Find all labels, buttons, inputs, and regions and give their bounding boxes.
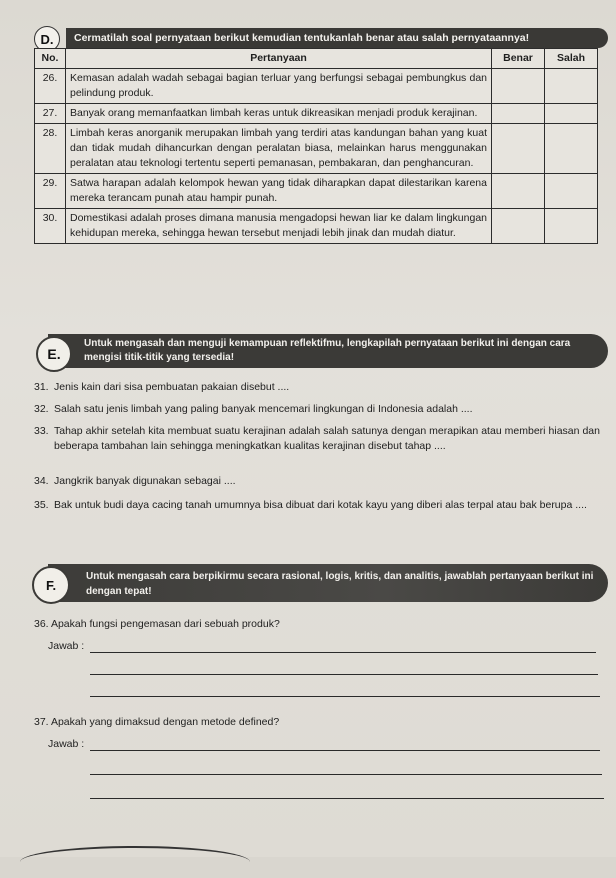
item-text: Jenis kain dari sisa pembuatan pakaian disebut .... xyxy=(54,381,290,393)
table-row xyxy=(35,69,598,104)
salah-answer-cell[interactable] xyxy=(545,174,598,209)
salah-answer-cell[interactable] xyxy=(545,209,598,244)
answer-line[interactable] xyxy=(90,798,604,799)
item-number: 35. xyxy=(34,499,49,511)
item-number: 33. xyxy=(34,425,49,437)
true-false-table xyxy=(34,48,598,244)
essay-question-text xyxy=(34,618,280,630)
item-number: 31. xyxy=(34,381,49,393)
item-number: 32. xyxy=(34,403,49,415)
header-pertanyaan: Pertanyaan xyxy=(66,49,492,69)
page-edge-decoration xyxy=(20,846,250,878)
row-statement: Domestikasi adalah proses dimana manusia mengadopsi hewan liar ke dalam lingkungan kehidupan mereka, sehingga hewan tersebut menjadi lebih jinak dan mudah diatur. xyxy=(66,209,492,244)
section-d-instruction: Cermatilah soal pernyataan berikut kemudian tentukanlah benar atau salah pernyataannya! xyxy=(66,28,608,48)
row-statement: Banyak orang memanfaatkan limbah keras untuk dikreasikan menjadi produk kerajinan. xyxy=(66,104,492,124)
item-number: 34. xyxy=(34,475,49,487)
section-f-instruction: Untuk mengasah cara berpikirmu secara rasional, logis, kritis, dan analitis, jawablah pertanyaan berikut ini dengan tepat! xyxy=(48,564,608,602)
item-number: 37. xyxy=(34,716,49,728)
row-number: 26. xyxy=(35,69,66,104)
row-number: 28. xyxy=(35,124,66,174)
section-e-instruction: Untuk mengasah dan menguji kemampuan reflektifmu, lengkapilah pernyataan berikut ini dengan cara mengisi titik-titik yang tersedia! xyxy=(48,334,608,368)
section-d-header xyxy=(30,24,608,50)
essay-question-text xyxy=(34,716,279,728)
row-statement: Kemasan adalah wadah sebagai bagian terluar yang berfungsi sebagai pembungkus dan pelindung produk. xyxy=(66,69,492,104)
salah-answer-cell[interactable] xyxy=(545,124,598,174)
row-number: 27. xyxy=(35,104,66,124)
item-text: Jangkrik banyak digunakan sebagai .... xyxy=(54,475,236,487)
item-text: Apakah yang dimaksud dengan metode defined? xyxy=(50,716,280,728)
item-text: Apakah fungsi pengemasan dari sebuah produk? xyxy=(50,618,280,630)
table-row xyxy=(35,124,598,174)
row-number: 30. xyxy=(35,209,66,244)
section-f-header xyxy=(30,562,608,606)
table-row xyxy=(35,104,598,124)
header-no: No. xyxy=(35,49,66,69)
benar-answer-cell[interactable] xyxy=(492,104,545,124)
table-row xyxy=(35,209,598,244)
item-text: Tahap akhir setelah kita membuat suatu kerajinan adalah salah satunya dengan merapikan atau memberi hiasan dan beberapa tambahan lain sehingga meningkatkan kualitas kerajinan disebut tahap .... xyxy=(54,425,600,452)
header-benar: Benar xyxy=(492,49,545,69)
salah-answer-cell[interactable] xyxy=(545,69,598,104)
section-e-letter: E. xyxy=(36,336,72,372)
essay-question xyxy=(34,618,600,710)
section-f-letter: F. xyxy=(32,566,70,604)
answer-line[interactable] xyxy=(90,652,596,653)
item-text: Salah satu jenis limbah yang paling banyak mencemari lingkungan di Indonesia adalah .... xyxy=(54,403,473,415)
header-salah: Salah xyxy=(545,49,598,69)
benar-answer-cell[interactable] xyxy=(492,69,545,104)
row-statement: Limbah keras anorganik merupakan limbah yang terdiri atas kandungan bahan yang kuat dan tidak mudah dihancurkan dengan peralatan biasa, melainkan harus menggunakan peralatan atau teknologi tertentu seperti pemanasan, pembakaran, dan penghancuran. xyxy=(66,124,492,174)
table-row xyxy=(35,174,598,209)
benar-answer-cell[interactable] xyxy=(492,174,545,209)
answer-line[interactable] xyxy=(90,674,598,675)
section-d-letter: D. xyxy=(34,26,60,52)
benar-answer-cell[interactable] xyxy=(492,209,545,244)
answer-line[interactable] xyxy=(90,696,600,697)
row-statement: Satwa harapan adalah kelompok hewan yang tidak diharapkan dapat dilestarikan karena mereka terancam punah atau hampir punah. xyxy=(66,174,492,209)
item-text: Bak untuk budi daya cacing tanah umumnya bisa dibuat dari kotak kayu yang diberi alas terpal atau bak berupa .... xyxy=(54,499,587,511)
row-number: 29. xyxy=(35,174,66,209)
answer-line[interactable] xyxy=(90,774,602,775)
salah-answer-cell[interactable] xyxy=(545,104,598,124)
essay-question xyxy=(34,716,600,826)
benar-answer-cell[interactable] xyxy=(492,124,545,174)
answer-line[interactable] xyxy=(90,750,600,751)
table-header-row xyxy=(35,49,598,69)
item-number: 36. xyxy=(34,618,49,630)
answer-label: Jawab : xyxy=(48,738,85,750)
section-e-header xyxy=(30,328,608,368)
answer-label: Jawab : xyxy=(48,640,85,652)
